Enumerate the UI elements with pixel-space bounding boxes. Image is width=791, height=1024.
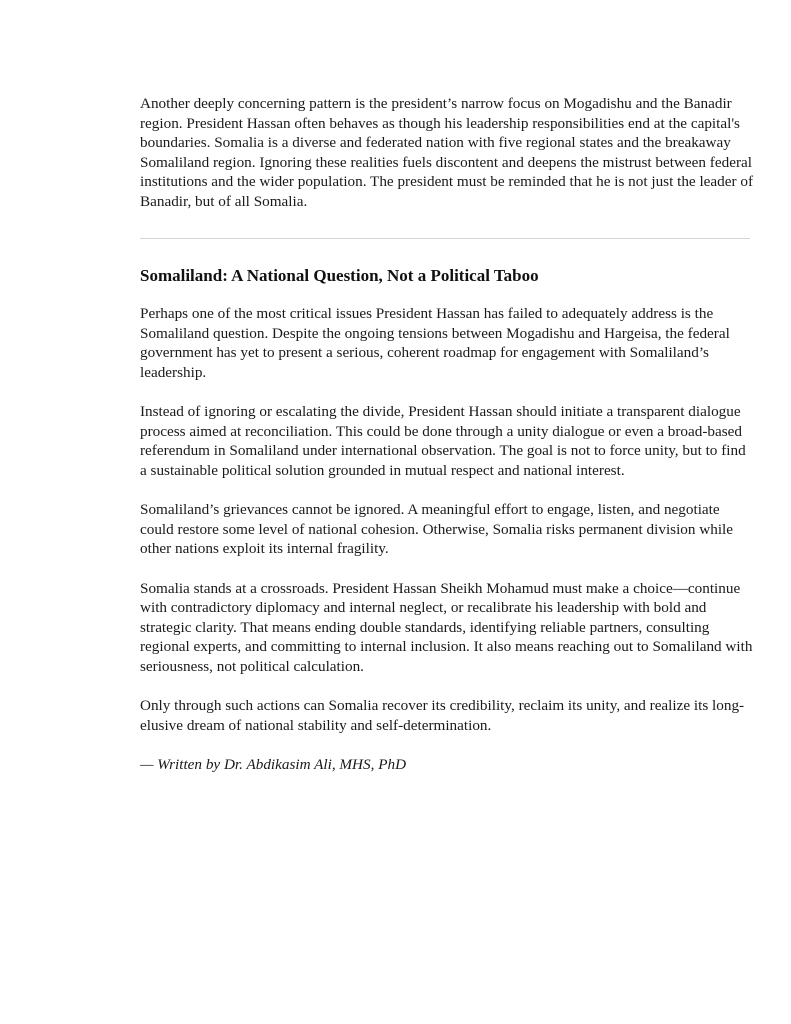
paragraph-grievances: Somaliland’s grievances cannot be ignored. A meaningful effort to engage, listen, and negotiate could restore some level of national cohesion. Otherwise, Somalia risks permanent division while other nations exploit its internal fragility. [140,501,734,557]
paragraph-crossroads: Somalia stands at a crossroads. President Hassan Sheikh Mohamud must make a choice—continue with contradictory diplomacy and internal neglect, or recalibrate his leadership with bold and strategic clarity. That means ending double standards, identifying reliable partners, consulting regional experts, and committing to internal inclusion. It also means reaching out to Somaliland with seriousness, not political calculation. [140,579,753,675]
paragraph-conclusion: Only through such actions can Somalia recover its credibility, reclaim its unity, and realize its long-elusive dream of national stability and self-determination. [140,697,745,734]
intro-paragraph: Another deeply concerning pattern is the president’s narrow focus on Mogadishu and the Banadir region. President Hassan often behaves as though his leadership responsibilities end at the capital's boundaries. Somalia is a diverse and federated nation with five regional states and the breakaway Somaliland region. Ignoring these realities fuels discontent and deepens the mistrust between federal institutions and the wider population. The president must be reminded that he is not just the leader of Banadir, but of all Somalia. [140,95,754,210]
section-heading: Somaliland: A National Question, Not a Political Taboo [140,266,539,285]
document-body [140,94,755,775]
section-divider [140,238,750,239]
paragraph-dialogue-process: Instead of ignoring or escalating the divide, President Hassan should initiate a transparent dialogue process aimed at reconciliation. This could be done through a unity dialogue or even a broad-based referendum in Somaliland under international observation. The goal is not to force unity, but to find a sustainable political solution grounded in mutual respect and national interest. [140,403,746,479]
author-signature: — Written by Dr. Abdikasim Ali, MHS, PhD [140,756,407,773]
paragraph-somaliland-question: Perhaps one of the most critical issues President Hassan has failed to adequately address is the Somaliland question. Despite the ongoing tensions between Mogadishu and Hargeisa, the federal government has yet to present a serious, coherent roadmap for engagement with Somaliland’s leadership. [140,305,730,381]
